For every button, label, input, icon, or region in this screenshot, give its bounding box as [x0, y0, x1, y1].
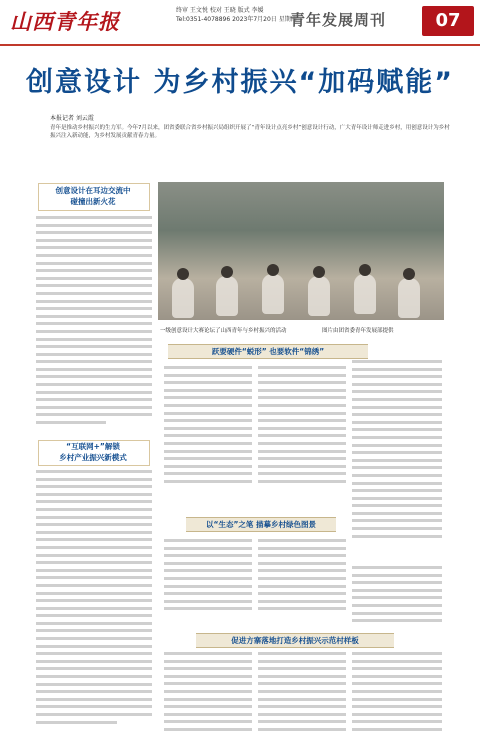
- article-text-block: [258, 366, 346, 496]
- newspaper-logo: 山西青年报: [10, 9, 120, 34]
- masthead-info: [176, 6, 297, 24]
- section-title-5: 促进方寨落地打造乡村振兴示范村样板: [196, 633, 394, 648]
- masthead-info-line2: Tel:0351-4078896 2023年7月20日 星期四: [176, 16, 297, 23]
- event-photo: [158, 182, 444, 320]
- article-text-block: [164, 366, 252, 496]
- article-text-block: [36, 216, 152, 436]
- byline: 本报记者 刘云霞: [50, 115, 94, 122]
- article-text-block: [258, 652, 346, 736]
- section-title-1-line1: 创意设计在耳边交流中: [55, 186, 131, 195]
- lead-paragraph: 青年是推动乡村振兴的生力军。今年7月以来，团省委联合省乡村振兴局组织开展了“青年设计点亮乡村”创意设计行动，广大青年设计师走进乡村，用创意设计为乡村振兴注入新动能，为乡村发展贡献青春力量。: [50, 125, 450, 139]
- article-text-block: [36, 470, 152, 732]
- section-title-4: 以“生态”之笔 描摹乡村绿色图景: [186, 517, 336, 532]
- article-text-block: [352, 652, 442, 736]
- section-title-1: [38, 185, 148, 207]
- section-title-3: 跃要硬件“蜕形” 也要软件“锦绣”: [168, 344, 368, 359]
- photo-caption-right: 图片由团省委青年发展部提供: [322, 328, 394, 334]
- article-text-block: [258, 539, 346, 619]
- section-title-2: [38, 441, 148, 463]
- headline: 创意设计 为乡村振兴“加码赋能”: [26, 67, 454, 98]
- section-title: 青年发展周刊: [290, 11, 387, 29]
- section-title-2-line1: “互联网+”解锁: [66, 442, 120, 451]
- article-text-block: [164, 652, 252, 736]
- masthead-info-line1: 终审 王文悦 校对 王晓 版式 李媛: [176, 7, 264, 14]
- article-text-block: [352, 360, 442, 560]
- masthead: [0, 0, 480, 46]
- section-title-1-line2: 碰撞出新火花: [70, 197, 116, 206]
- article-text-block: [164, 539, 252, 619]
- photo-caption-left: 一级创意设计大赛论坛了山西青年与乡村振兴的活动: [160, 328, 287, 334]
- page-number: 07: [422, 6, 474, 36]
- article-text-block: [352, 566, 442, 626]
- section-title-2-line2: 乡村产业振兴新模式: [59, 453, 127, 462]
